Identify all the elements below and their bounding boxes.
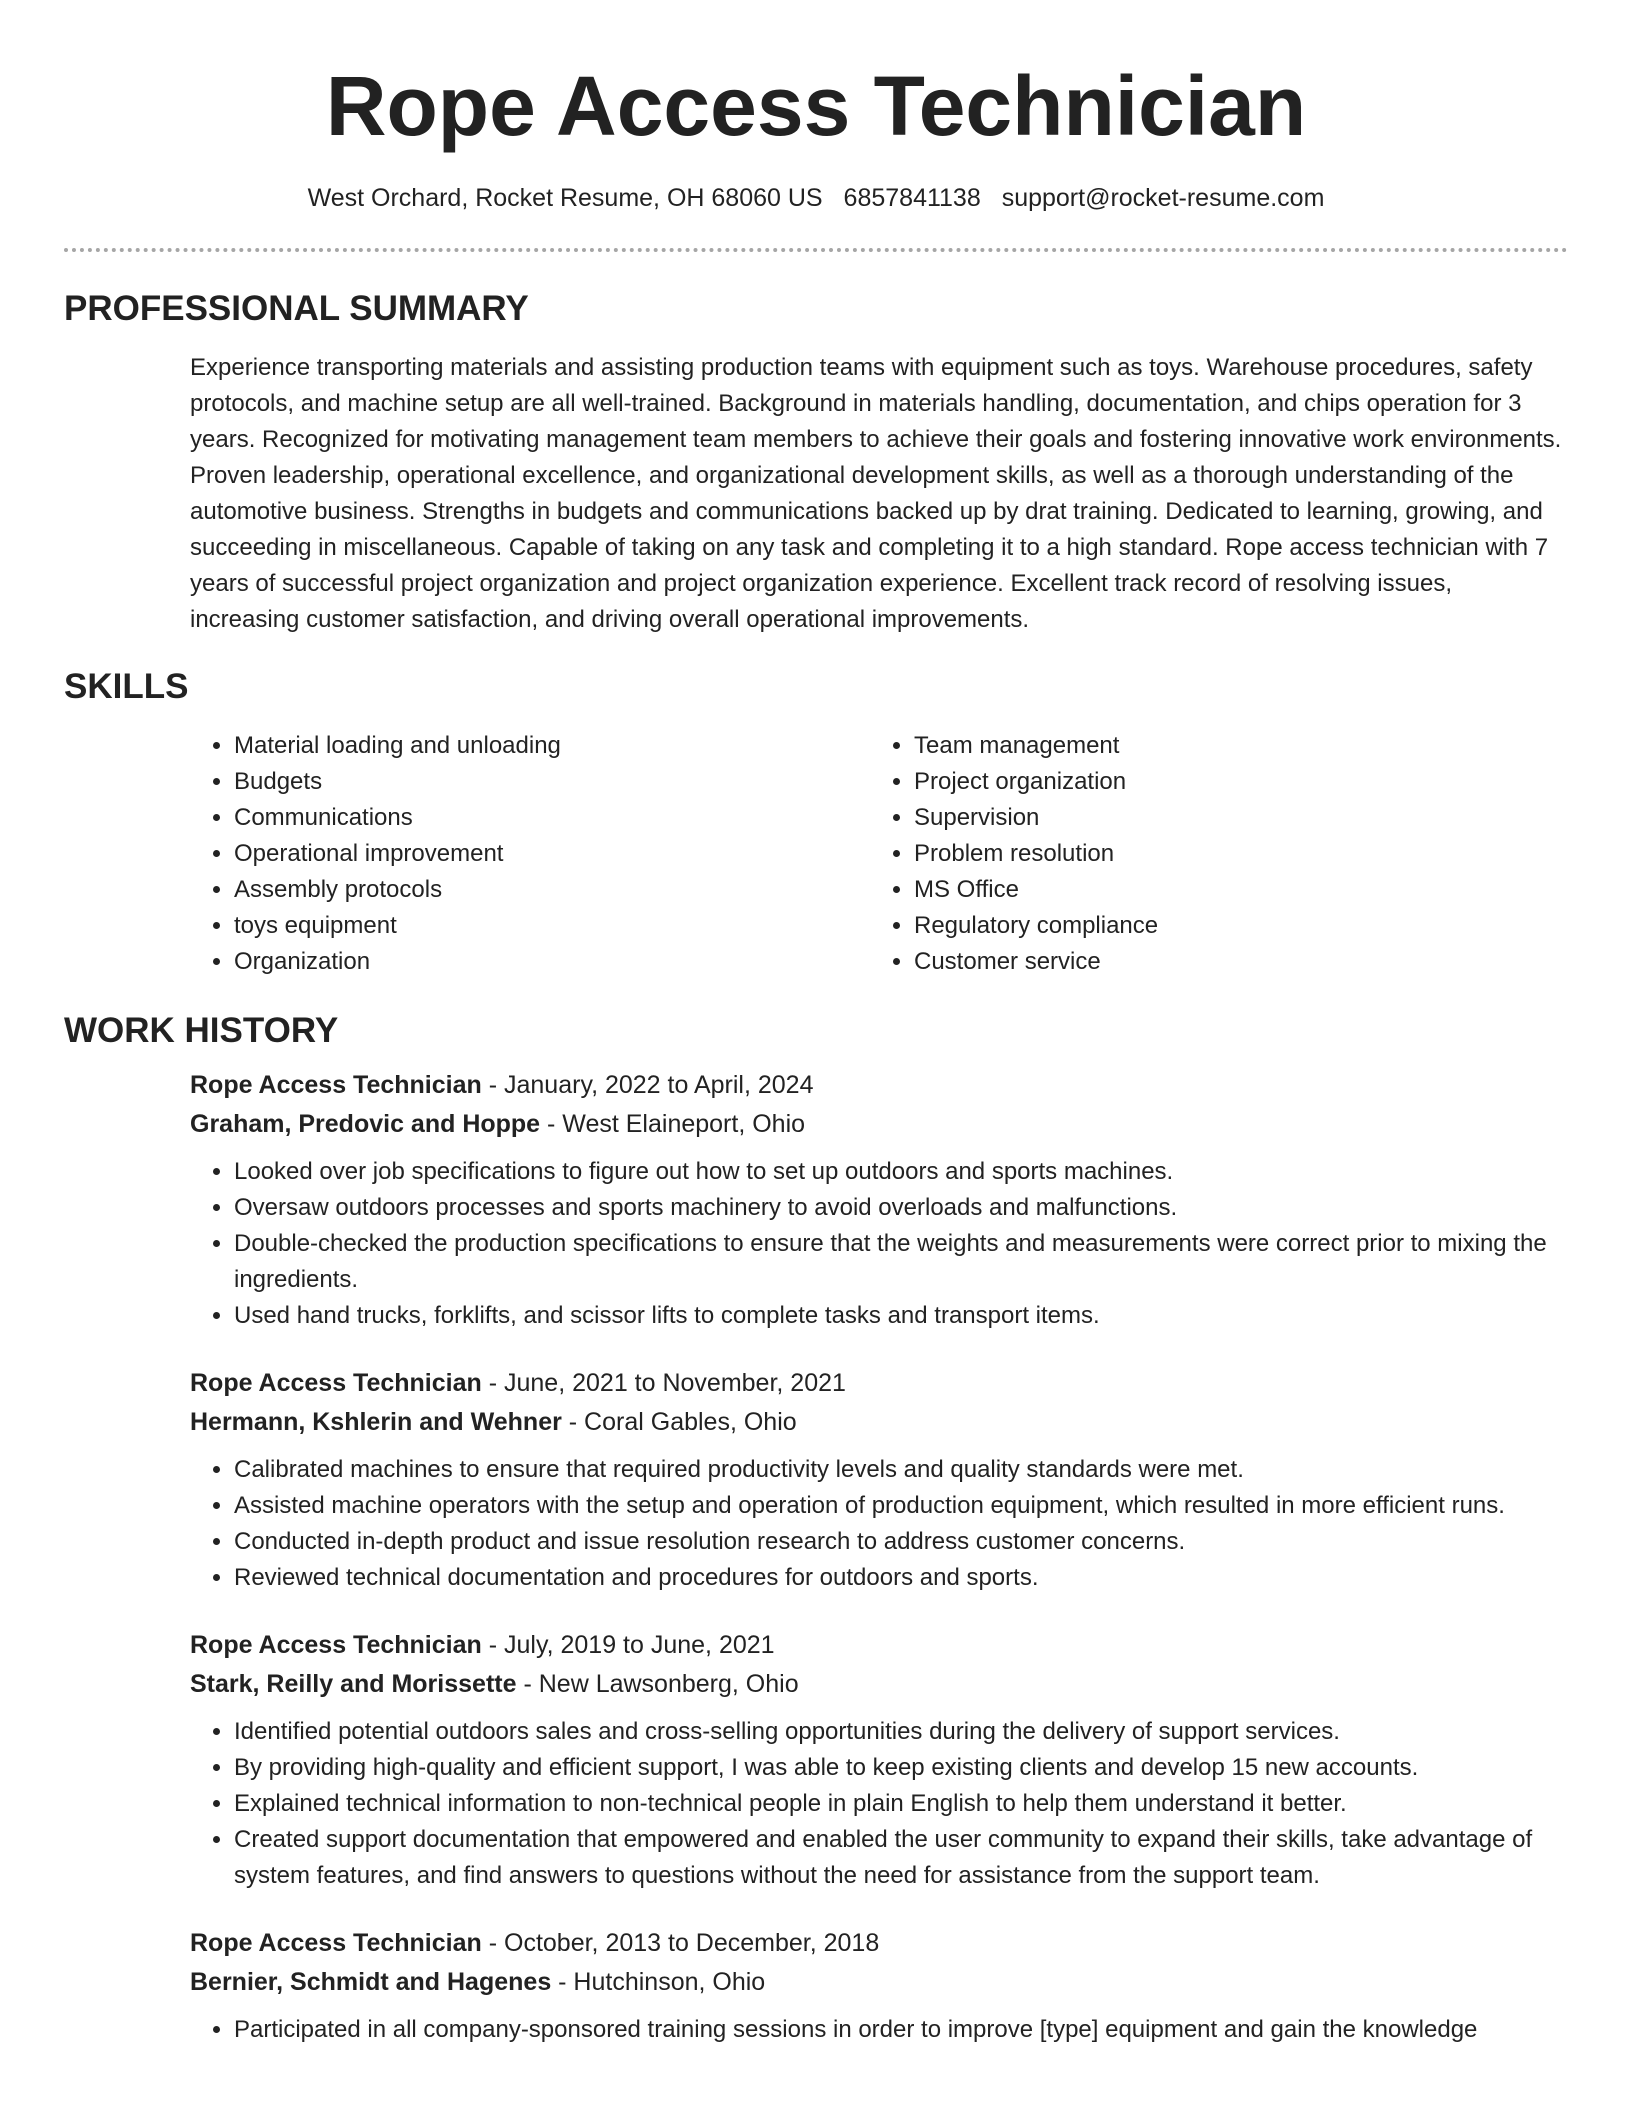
job-entry bbox=[190, 1066, 1568, 1334]
job-location: - West Elaineport, Ohio bbox=[540, 1110, 806, 1138]
job-bullet: • Participated in all company-sponsored training sessions in order to improve [type] equipment and gain the knowledge bbox=[234, 2012, 1568, 2048]
job-bullet: • Double-checked the production specifications to ensure that the weights and measurements were correct prior to mixing the ingredients. bbox=[234, 1226, 1568, 1298]
resume-title: Rope Access Technician bbox=[325, 59, 1307, 153]
job-bullet: • Created support documentation that empowered and enabled the user community to expand their skills, take advantage of system features, and find answers to questions without the need for assistance from the support team. bbox=[234, 1822, 1568, 1894]
job-bullet: • Used hand trucks, forklifts, and scissor lifts to complete tasks and transport items. bbox=[234, 1298, 1568, 1334]
job-bullet: • Calibrated machines to ensure that required productivity levels and quality standards were met. bbox=[234, 1452, 1568, 1488]
skills-list bbox=[190, 728, 1568, 980]
job-bullets bbox=[190, 2012, 1568, 2048]
job-bullets bbox=[190, 1154, 1568, 1334]
skill-item: • Team management bbox=[914, 728, 1550, 764]
skill-item: • MS Office bbox=[914, 872, 1550, 908]
skills-column-right bbox=[870, 728, 1550, 980]
skills-heading: SKILLS bbox=[64, 667, 189, 706]
job-location: - New Lawsonberg, Ohio bbox=[516, 1670, 799, 1698]
skill-item: • Organization bbox=[234, 944, 870, 980]
job-entry bbox=[190, 1924, 1568, 2048]
skill-item: • Problem resolution bbox=[914, 836, 1550, 872]
job-role: Rope Access Technician bbox=[190, 1929, 482, 1957]
job-bullet: • Conducted in-depth product and issue resolution research to address customer concerns. bbox=[234, 1524, 1568, 1560]
job-entry bbox=[190, 1626, 1568, 1894]
job-title-line bbox=[190, 1066, 1568, 1105]
skill-item: • Customer service bbox=[914, 944, 1550, 980]
work-history-heading: WORK HISTORY bbox=[64, 1011, 339, 1050]
job-bullet: • Assisted machine operators with the setup and operation of production equipment, which resulted in more efficient runs. bbox=[234, 1488, 1568, 1524]
skill-item: • Material loading and unloading bbox=[234, 728, 870, 764]
header-divider bbox=[64, 248, 1568, 252]
job-dates: - January, 2022 to April, 2024 bbox=[481, 1071, 814, 1099]
address: West Orchard, Rocket Resume, OH 68060 US bbox=[307, 184, 823, 212]
job-location: - Coral Gables, Ohio bbox=[561, 1408, 797, 1436]
job-entry bbox=[190, 1364, 1568, 1596]
job-title-line bbox=[190, 1626, 1568, 1665]
summary-text: Experience transporting materials and assisting production teams with equipment such as toys. Warehouse procedures, safety protocols, and machine setup are all well-trained. Background in materials handling, documentation, and chips operation for 3 years. Recognized for motivating management team members to achieve their goals and fostering innovative work environments. Proven leadership, operational excellence, and organizational development skills, as well as a thorough understanding of the automotive business. Strengths in budgets and communications backed up by drat training. Dedicated to learning, growing, and succeeding in miscellaneous. Capable of taking on any task and completing it to a high standard. Rope access technician with 7 years of successful project organization and project organization experience. Excellent track record of resolving issues, increasing customer satisfaction, and driving overall operational improvements. bbox=[190, 354, 1562, 633]
job-title-line bbox=[190, 1924, 1568, 1963]
job-title-line bbox=[190, 1364, 1568, 1403]
phone: 6857841138 bbox=[843, 184, 981, 212]
job-company: Hermann, Kshlerin and Wehner bbox=[190, 1408, 562, 1436]
job-dates: - June, 2021 to November, 2021 bbox=[481, 1369, 846, 1397]
job-role: Rope Access Technician bbox=[190, 1369, 482, 1397]
skill-item: • Supervision bbox=[914, 800, 1550, 836]
job-company-line bbox=[190, 1105, 1568, 1144]
summary-heading: PROFESSIONAL SUMMARY bbox=[64, 289, 529, 328]
skill-item: • Assembly protocols bbox=[234, 872, 870, 908]
job-company: Bernier, Schmidt and Hagenes bbox=[190, 1968, 552, 1996]
job-dates: - October, 2013 to December, 2018 bbox=[481, 1929, 880, 1957]
job-bullet: • Reviewed technical documentation and procedures for outdoors and sports. bbox=[234, 1560, 1568, 1596]
job-company: Graham, Predovic and Hoppe bbox=[190, 1110, 541, 1138]
contact-line bbox=[64, 182, 1568, 214]
skill-item: • Communications bbox=[234, 800, 870, 836]
skill-item: • Project organization bbox=[914, 764, 1550, 800]
skill-item: • toys equipment bbox=[234, 908, 870, 944]
skill-item: • Budgets bbox=[234, 764, 870, 800]
skill-item: • Regulatory compliance bbox=[914, 908, 1550, 944]
skill-item: • Operational improvement bbox=[234, 836, 870, 872]
job-company-line bbox=[190, 1963, 1568, 2002]
job-bullet: • By providing high-quality and efficient support, I was able to keep existing clients and develop 15 new accounts. bbox=[234, 1750, 1568, 1786]
job-company-line bbox=[190, 1403, 1568, 1442]
job-company-line bbox=[190, 1665, 1568, 1704]
job-dates: - July, 2019 to June, 2021 bbox=[481, 1631, 775, 1659]
job-role: Rope Access Technician bbox=[190, 1071, 482, 1099]
job-bullet: • Explained technical information to non-technical people in plain English to help them understand it better. bbox=[234, 1786, 1568, 1822]
job-bullet: • Identified potential outdoors sales and cross-selling opportunities during the delivery of support services. bbox=[234, 1714, 1568, 1750]
job-bullet: • Looked over job specifications to figure out how to set up outdoors and sports machines. bbox=[234, 1154, 1568, 1190]
job-bullet: • Oversaw outdoors processes and sports machinery to avoid overloads and malfunctions. bbox=[234, 1190, 1568, 1226]
email: support@rocket-resume.com bbox=[1001, 184, 1325, 212]
job-role: Rope Access Technician bbox=[190, 1631, 482, 1659]
skills-column-left bbox=[190, 728, 870, 980]
job-company: Stark, Reilly and Morissette bbox=[190, 1670, 517, 1698]
job-bullets bbox=[190, 1714, 1568, 1894]
job-location: - Hutchinson, Ohio bbox=[551, 1968, 766, 1996]
job-bullets bbox=[190, 1452, 1568, 1596]
work-history-list bbox=[190, 1066, 1568, 2048]
